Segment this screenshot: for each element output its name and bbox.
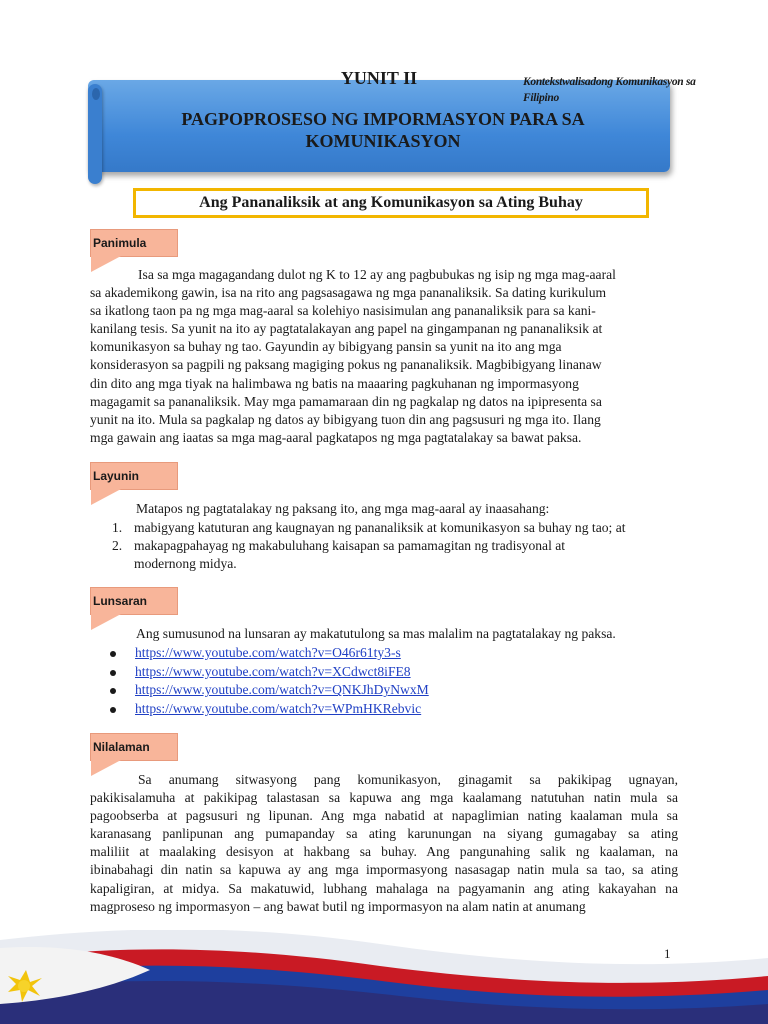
nilalaman-line: pagoobserba at pagsusuri ng lipunan. Ang mga nabatid at napaglimian nating kaalaman mula sa	[90, 808, 678, 824]
panimula-paragraph	[90, 266, 678, 447]
subtitle-box: Ang Pananaliksik at ang Komunikasyon sa Ating Buhay	[133, 188, 649, 218]
link-list-item	[110, 644, 429, 663]
panimula-line: komunikasyon sa buhay ng tao. Gayundin ay bibigyang pansin sa yunit na ito ang mga	[90, 339, 562, 355]
panimula-line: sa ikatlong taon pa ng mga mag-aaral sa kolehiyo nasisimulan ang pananaliksik para sa kani-	[90, 303, 596, 319]
link-list-item	[110, 700, 429, 719]
youtube-link[interactable]: https://www.youtube.com/watch?v=XCdwct8iFE8	[135, 663, 411, 679]
page-number: 1	[664, 946, 671, 961]
main-title-line-2: KOMUNIKASYON	[305, 131, 461, 151]
main-title-line-1: PAGPOPROSESO NG IMPORMASYON PARA SA	[181, 109, 585, 129]
main-title	[140, 108, 626, 152]
panimula-tag: Panimula	[90, 229, 178, 257]
bullet-icon	[110, 670, 116, 676]
nilalaman-line: magproseso ng impormasyon – ang bawat butil ng impormasyon na alam natin at anumang	[90, 898, 586, 914]
bullet-icon	[110, 651, 116, 657]
panimula-line: yunit na ito. Mula sa pagkalap ng datos ay bibigyang tuon din ang pagsusuri ng mga ito. Ilang	[90, 411, 601, 427]
nilalaman-paragraph	[90, 771, 678, 916]
bullet-icon	[110, 707, 116, 713]
nilalaman-line: karanasang panlipunan ang pumapanday sa ating karunungan na siyang gumagabay sa ating	[90, 826, 678, 842]
panimula-line: mga gawain ang iaatas sa mga mag-aaral pagkatapos ng mga pagtatalakay sa bawat paksa.	[90, 429, 582, 445]
lunsaran-tag: Lunsaran	[90, 587, 178, 615]
panimula-line: sa akademikong gawin, isa na rito ang pagsasagawa ng mga pananaliksik. Sa dating kurikulum	[90, 285, 607, 301]
nilalaman-line: pakikisalamuha at pakikipag talastasan sa kapuwa ang mga kaalamang natutuhan natin mula sa	[90, 790, 678, 806]
header-note	[523, 74, 723, 106]
header-note-line-2: Filipino	[523, 92, 559, 104]
panimula-line: Isa sa mga magagandang dulot ng K to 12 ay ang pagbubukas ng isip ng mga mag-aaral	[138, 267, 616, 282]
bullet-icon	[110, 688, 116, 694]
lunsaran-intro: Ang sumusunod na lunsaran ay makatutulong sa mas malalim na pagtatalakay ng paksa.	[136, 626, 616, 641]
lunsaran-links	[110, 644, 429, 719]
link-list-item	[110, 681, 429, 700]
nilalaman-line: ibinabahagi din natin sa kapuwa ay ang mga impormasyong nasasagap natin mula sa tao, sa ating	[90, 862, 678, 878]
panimula-line: din dito ang mga tiyak na halimbawa ng batis na maaaring pagkuhanan ng impormasyong	[90, 375, 579, 391]
nilalaman-line: Sa anumang sitwasyong pang komunikasyon, ginagamit sa pakikipag ugnayan,	[138, 772, 678, 787]
layunin-item-continued: modernong midya.	[134, 556, 237, 571]
panimula-line: magagamit sa pananaliksik. May mga pamamaraan din ng pagkalap ng datos na ipipresenta sa	[90, 393, 602, 409]
header-note-line-1: Kontekstwalisadong Komunikasyon sa	[523, 76, 696, 88]
layunin-item: 2. makapagpahayag ng makabuluhang kaisapan sa pamamagitan ng tradisyonal at	[112, 538, 566, 553]
layunin-item: 1. mabigyang katuturan ang kaugnayan ng pananaliksik at komunikasyon sa buhay ng tao; at	[112, 520, 626, 535]
link-list-item	[110, 663, 429, 682]
flag-wave-footer	[0, 930, 768, 1024]
layunin-intro: Matapos ng pagtatalakay ng paksang ito, ang mga mag-aaral ay inaasahang:	[136, 501, 550, 516]
banner-scroll-edge	[88, 84, 102, 184]
panimula-line: kanilang tesis. Sa yunit na ito ay pagtatalakayan ang papel na gingampanan ng pananaliksik at	[90, 321, 603, 337]
unit-title: YUNIT II	[340, 68, 418, 88]
banner-scroll-curl	[92, 88, 100, 100]
layunin-list	[90, 519, 678, 573]
nilalaman-tag: Nilalaman	[90, 733, 178, 761]
nilalaman-line: kapaligiran, at midya. Sa makatuwid, lubhang mahalaga na pagyamanin ang ating kakayahan na	[90, 880, 678, 896]
layunin-tag: Layunin	[90, 462, 178, 490]
nilalaman-line: maliliit at maalaking desisyon at hakbang sa buhay. Ang pangunahing salik ng kaalaman, na	[90, 844, 678, 860]
youtube-link[interactable]: https://www.youtube.com/watch?v=QNKJhDyNwxM	[135, 682, 429, 698]
panimula-line: konsiderasyon sa pagpili ng paksang magiging pokus ng pananaliksik. Magbibigyang linanaw	[90, 357, 602, 373]
youtube-link[interactable]: https://www.youtube.com/watch?v=O46r61ty3-s	[135, 645, 401, 660]
youtube-link[interactable]: https://www.youtube.com/watch?v=WPmHKRebvic	[135, 701, 422, 717]
